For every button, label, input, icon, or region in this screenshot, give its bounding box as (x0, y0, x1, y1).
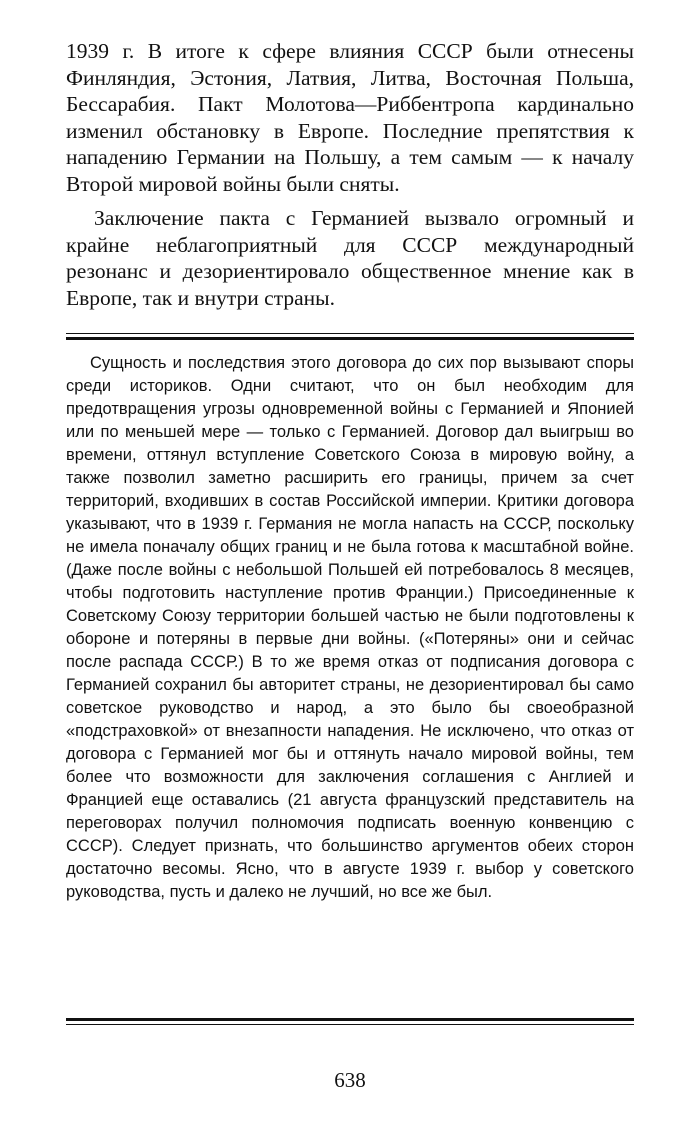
sidebar-top-rule (66, 333, 634, 340)
bottom-rule-thin-line (66, 1024, 634, 1025)
sidebar-commentary: Сущность и последствия этого договора до сих пор вызывают споры среди историков. Одни считают, что он был необходим для предотвращения угрозы одновременной войны с Германией и Японией или по меньшей мере — только с Германией. Договор дал выигрыш во времени, оттянул вступление Советского Союза в мировую войну, а также позволил заметно расширить его границы, причем за счет территорий, входивших в состав Российской империи. Критики договора указывают, что в 1939 г. Германия не могла напасть на СССР, поскольку не имела поначалу общих границ и не была готова к масштабной войне. (Даже после войны с небольшой Польшей ей потребовалось 8 месяцев, чтобы подготовить наступление против Франции.) Присоединенные к Советскому Союзу территории большей частью не были подготовлены к обороне и потеряны в первые дни войны. («Потеряны» они и сейчас после распада СССР.) В то же время отказ от подписания договора с Германией сохранил бы авторитет страны, не дезориентировал бы само советское руководство и народ, а это было бы своеобразной «подстраховкой» от внезапности нападения. Не исключено, что отказ от договора с Германией мог бы и оттянуть начало мировой войны, тем более что возможности для заключения соглашения с Англией и Францией еще оставались (21 августа французский представитель на переговорах получил полномочия подписать военную конвенцию с СССР). Следует признать, что большинство аргументов обеих сторон достаточно весомы. Ясно, что в августе 1939 г. выбор у советского руководства, пусть и далеко не лучший, но все же был. (66, 354, 634, 901)
main-paragraph-2: Заключение пакта с Германией вызвало огромный и крайне неблагоприятный для СССР международный резонанс и дезориентировало общественное мнение как в Европе, так и внутри страны. (66, 206, 634, 310)
page-number: 638 (334, 1068, 366, 1092)
sidebar-bottom-rule (66, 1018, 634, 1025)
top-rule-thick-line (66, 337, 634, 340)
main-text-body (66, 38, 634, 311)
main-paragraph-1: 1939 г. В итоге к сфере влияния СССР были отнесены Финляндия, Эстония, Латвия, Литва, Восточная Польша, Бессарабия. Пакт Молотова—Риббентропа кардинально изменил обстановку в Европе. Последние препятствия к нападению Германии на Польшу, а тем самым — к началу Второй мировой войны были сняты. (66, 39, 634, 196)
